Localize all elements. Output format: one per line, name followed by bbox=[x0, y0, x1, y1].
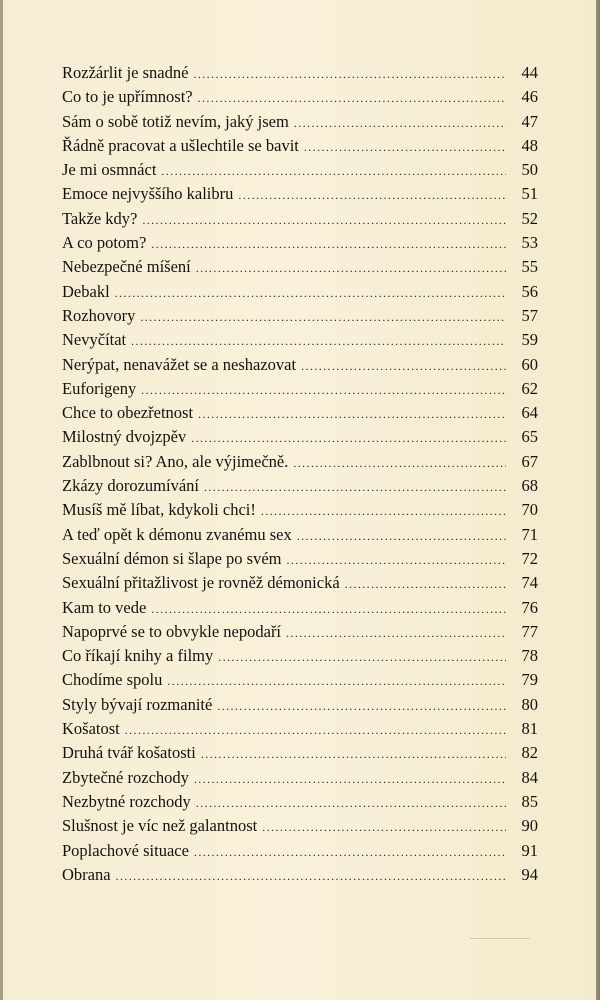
toc-entry bbox=[62, 304, 538, 328]
toc-entry bbox=[62, 474, 538, 498]
toc-entry-title: Nerýpat, nenavážet se a neshazovat bbox=[62, 354, 297, 374]
dot-leader bbox=[194, 767, 506, 791]
dot-leader bbox=[131, 329, 506, 353]
toc-entry bbox=[62, 668, 538, 692]
toc-entry bbox=[62, 134, 538, 158]
dot-leader bbox=[345, 572, 506, 596]
toc-entry-page-number: 71 bbox=[521, 524, 538, 544]
toc-entry-page-number: 67 bbox=[521, 451, 538, 471]
toc-entry bbox=[62, 863, 538, 887]
dot-leader bbox=[140, 305, 506, 329]
toc-entry-page-number: 74 bbox=[521, 573, 538, 593]
toc-entry bbox=[62, 839, 538, 863]
toc-entry-page-number: 62 bbox=[521, 378, 538, 398]
toc-entry-page-number: 82 bbox=[521, 743, 538, 763]
dot-leader bbox=[238, 183, 506, 207]
toc-entry-page-number: 59 bbox=[521, 330, 538, 350]
dot-leader bbox=[297, 524, 506, 548]
toc-entry-title: Milostný dvojzpěv bbox=[62, 427, 187, 447]
dot-leader bbox=[194, 840, 506, 864]
dot-leader bbox=[161, 159, 506, 183]
toc-entry bbox=[62, 644, 538, 668]
toc-entry-title: Co to je upřímnost? bbox=[62, 87, 193, 107]
toc-entry-title: Poplachové situace bbox=[62, 840, 189, 860]
toc-entry-title: Co říkají knihy a filmy bbox=[62, 646, 214, 666]
toc-entry bbox=[62, 717, 538, 741]
dot-leader bbox=[287, 548, 506, 572]
toc-entry-title: Rozžárlit je snadné bbox=[62, 63, 189, 82]
toc-entry-page-number: 56 bbox=[521, 281, 538, 301]
toc-entry bbox=[62, 450, 538, 474]
dot-leader bbox=[218, 645, 506, 669]
toc-entry-page-number: 50 bbox=[521, 160, 538, 180]
toc-entry bbox=[62, 766, 538, 790]
toc-entry-page-number: 81 bbox=[521, 719, 538, 739]
toc-entry-page-number: 85 bbox=[521, 791, 538, 811]
toc-entry-title: Zbytečné rozchody bbox=[62, 767, 189, 787]
dot-leader bbox=[262, 815, 506, 839]
toc-entry-title: Sexuální démon si šlape po svém bbox=[62, 548, 282, 568]
toc-entry-page-number: 51 bbox=[521, 184, 538, 204]
toc-entry-page-number: 44 bbox=[521, 63, 538, 82]
dot-leader bbox=[217, 694, 506, 718]
toc-entry-title: Nevyčítat bbox=[62, 330, 127, 350]
toc-entry bbox=[62, 741, 538, 765]
dot-leader bbox=[196, 791, 506, 815]
toc-entry-page-number: 46 bbox=[521, 87, 538, 107]
toc-entry bbox=[62, 207, 538, 231]
dot-leader bbox=[286, 621, 506, 645]
toc-entry-title: Obrana bbox=[62, 864, 111, 884]
toc-entry-page-number: 77 bbox=[521, 621, 538, 641]
toc-entry-title: Chce to obezřetnost bbox=[62, 403, 194, 423]
toc-entry-page-number: 94 bbox=[521, 864, 538, 884]
toc-entry-page-number: 91 bbox=[521, 840, 538, 860]
toc-entry-title: Styly bývají rozmanité bbox=[62, 694, 213, 714]
toc-entry bbox=[62, 620, 538, 644]
dot-leader bbox=[301, 354, 506, 378]
toc-entry-page-number: 48 bbox=[521, 135, 538, 155]
toc-entry-title: Debakl bbox=[62, 281, 110, 301]
dot-leader bbox=[201, 742, 506, 766]
toc-entry-title: Kam to vede bbox=[62, 597, 147, 617]
toc-entry-page-number: 80 bbox=[521, 694, 538, 714]
dot-leader bbox=[151, 597, 506, 621]
toc-entry-title: Napoprvé se to obvykle nepodaří bbox=[62, 621, 282, 641]
page-edge-right bbox=[596, 0, 600, 1000]
toc-entry-page-number: 47 bbox=[521, 111, 538, 131]
toc-entry bbox=[62, 231, 538, 255]
toc-entry-page-number: 60 bbox=[521, 354, 538, 374]
toc-entry-title: Slušnost je víc než galantnost bbox=[62, 816, 258, 836]
toc-entry-title: Musíš mě líbat, kdykoli chci! bbox=[62, 500, 256, 520]
toc-entry-page-number: 76 bbox=[521, 597, 538, 617]
dot-leader bbox=[198, 402, 506, 426]
toc-entry-page-number: 70 bbox=[521, 500, 538, 520]
toc-entry-title: Takže kdy? bbox=[62, 208, 138, 228]
toc-entry-page-number: 79 bbox=[521, 670, 538, 690]
toc-entry-page-number: 55 bbox=[521, 257, 538, 277]
toc-entry bbox=[62, 425, 538, 449]
toc-entry-title: Řádně pracovat a ušlechtile se bavit bbox=[62, 135, 299, 155]
toc-entry bbox=[62, 280, 538, 304]
toc-entry-title: Zablbnout si? Ano, ale výjimečně. bbox=[62, 451, 289, 471]
dot-leader bbox=[142, 208, 506, 232]
toc-entry-page-number: 53 bbox=[521, 233, 538, 253]
toc-entry-page-number: 68 bbox=[521, 476, 538, 496]
toc-entry bbox=[62, 110, 538, 134]
dot-leader bbox=[193, 62, 506, 86]
toc-entry bbox=[62, 547, 538, 571]
toc-entry bbox=[62, 790, 538, 814]
dot-leader bbox=[141, 378, 506, 402]
toc-entry-title: Košatost bbox=[62, 719, 120, 739]
dot-leader bbox=[125, 718, 506, 742]
toc-entry-title: Emoce nejvyššího kalibru bbox=[62, 184, 234, 204]
dot-leader bbox=[204, 475, 506, 499]
toc-entry-title: Nezbytné rozchody bbox=[62, 791, 191, 811]
dot-leader bbox=[116, 864, 506, 888]
toc-entry bbox=[62, 182, 538, 206]
toc-entry bbox=[62, 328, 538, 352]
toc-entry bbox=[62, 85, 538, 109]
toc-entry bbox=[62, 377, 538, 401]
dot-leader bbox=[304, 135, 506, 159]
toc-entry-title: Zkázy dorozumívání bbox=[62, 476, 199, 496]
dot-leader bbox=[198, 86, 506, 110]
toc-entry bbox=[62, 814, 538, 838]
toc-entry bbox=[62, 353, 538, 377]
toc-entry bbox=[62, 61, 538, 85]
dot-leader bbox=[196, 256, 506, 280]
dot-leader bbox=[261, 499, 506, 523]
dot-leader bbox=[191, 426, 506, 450]
page-edge-left bbox=[0, 0, 3, 1000]
toc-entry-title: A co potom? bbox=[62, 233, 147, 253]
toc-entry-title: Euforigeny bbox=[62, 378, 137, 398]
toc-entry-page-number: 90 bbox=[521, 816, 538, 836]
toc-entry-page-number: 78 bbox=[521, 646, 538, 666]
paper-mark bbox=[470, 938, 530, 939]
dot-leader bbox=[151, 232, 506, 256]
toc-entry-title: Sám o sobě totiž nevím, jaký jsem bbox=[62, 111, 289, 131]
toc-entry-page-number: 65 bbox=[521, 427, 538, 447]
toc-entry-title: Je mi osmnáct bbox=[62, 160, 157, 180]
toc-entry bbox=[62, 255, 538, 279]
toc-entry-page-number: 52 bbox=[521, 208, 538, 228]
toc-entry-page-number: 64 bbox=[521, 403, 538, 423]
toc-entry bbox=[62, 693, 538, 717]
toc-entry bbox=[62, 571, 538, 595]
toc-entry-title: Sexuální přitažlivost je rovněž démonická bbox=[62, 573, 340, 593]
toc-entry bbox=[62, 498, 538, 522]
table-of-contents bbox=[62, 61, 538, 887]
toc-entry bbox=[62, 523, 538, 547]
toc-entry bbox=[62, 596, 538, 620]
toc-entry-title: Chodíme spolu bbox=[62, 670, 163, 690]
dot-leader bbox=[293, 451, 506, 475]
toc-entry-title: A teď opět k démonu zvanému sex bbox=[62, 524, 292, 544]
toc-entry-title: Rozhovory bbox=[62, 305, 136, 325]
dot-leader bbox=[115, 281, 506, 305]
toc-entry-title: Druhá tvář košatosti bbox=[62, 743, 196, 763]
toc-entry bbox=[62, 401, 538, 425]
toc-entry-page-number: 72 bbox=[521, 548, 538, 568]
toc-entry-page-number: 57 bbox=[521, 305, 538, 325]
dot-leader bbox=[167, 669, 506, 693]
toc-entry-title: Nebezpečné míšení bbox=[62, 257, 191, 277]
toc-entry-page-number: 84 bbox=[521, 767, 538, 787]
dot-leader bbox=[294, 111, 506, 135]
toc-entry bbox=[62, 158, 538, 182]
